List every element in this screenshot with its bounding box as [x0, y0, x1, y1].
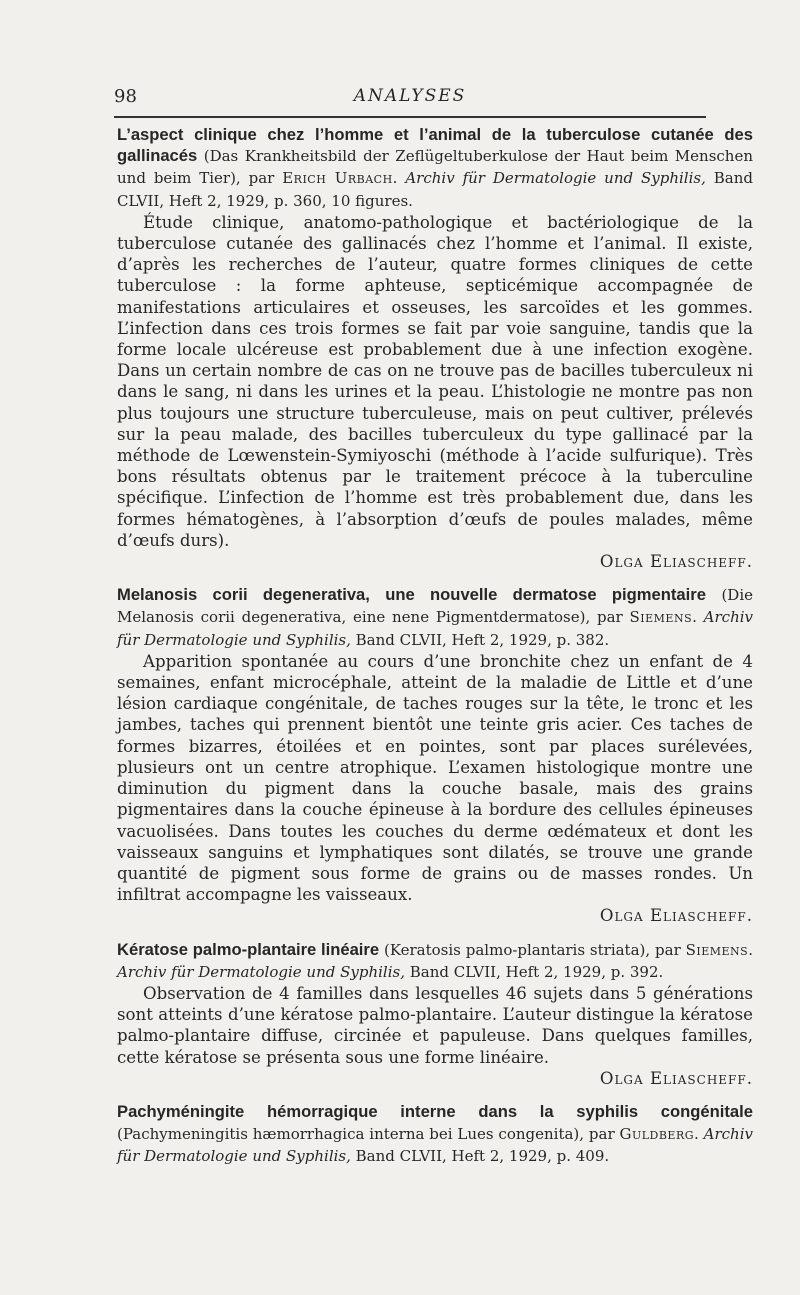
entry-journal: Archiv für Dermatologie und Syphilis, [117, 1125, 753, 1166]
entry-ref-text: (Pachymeningitis hæmorrhagica interna bei Lues congenita), par [117, 1125, 620, 1144]
page-header [114, 82, 706, 112]
entry-body: Apparition spontanée au cours d’une bronchite chez un enfant de 4 semaines, enfant microcéphale, atteint de la maladie de Little et d’une lésion cardiaque congénitale, de taches rouges sur la tête, le tronc et les jambes, taches qui prennent bientôt une teinte gris acier. Ces taches de formes bizarres, étoilées et en pointes, sont par places surélevées, plusieurs ont un centre atrophique. L’examen histologique montre une diminution du pigment dans la couche basale, mais des grains pigmentaires dans la couche épineuse à la bordure des cellules épineuses vacuolisées. Dans toutes les couches du derme œdémateux et dont les vaisseaux sanguins et lymphatiques sont dilatés, se trouve une grande quantité de pigment sous forme de grains ou de masses rondes. Un infiltrat accompagne les vaisseaux. [117, 651, 753, 905]
entry-journal: Archiv für Dermatologie und Syphilis, [405, 169, 706, 188]
entry-ref-text: (Keratosis palmo-plantaris striata), par [379, 940, 686, 959]
entry-journal: Archiv für Dermatologie und Syphilis, [117, 608, 754, 649]
entry-ref-sep: . [392, 169, 406, 188]
entry-signature: Olga Eliascheff. [599, 1068, 753, 1088]
article-content [117, 124, 753, 1180]
entry-title: Pachyméningite hémorragique interne dans la syphilis congénitale [117, 1101, 753, 1121]
entry-author: Erich Urbach [282, 169, 393, 188]
entry-title: Melanosis corii degenerativa, une nouvelle dermatose pigmentaire [117, 585, 706, 605]
entry-reference [117, 939, 753, 983]
entry-body: Observation de 4 familles dans lesquelles 46 sujets dans 5 générations sont atteints d’une kératose palmo-plantaire. L’auteur distingue la kératose palmo-plantaire diffuse, circinée et papuleuse. Dans quelques familles, cette kératose se présenta sous une forme linéaire. [117, 983, 753, 1067]
page-number: 98 [114, 86, 137, 107]
entry-body: Étude clinique, anatomo-pathologique et bactériologique de la tuberculose cutanée des gallinacés chez l’homme et l’animal. Il existe, d’après les recherches de l’auteur, quatre formes cliniques de cette tuberculose : la forme aphteuse, septicémique accompagnée de manifestations articulaires et osseuses, les sarcoïdes et les gommes. L’infection dans ces trois formes se fait par voie sanguine, tandis que la forme locale ulcéreuse est probablement due à une infection exogène. Dans un certain nombre de cas on ne trouve pas de bacilles tuberculeux ni dans le sang, ni dans les urines et la peau. L’histologie ne montre pas non plus toujours une structure tuberculeuse, mais on peut cultiver, prélevés sur la peau malade, des bacilles tuberculeux du type gallinacé par la méthode de Lœwenstein-Symiyoschi (méthode à l’acide sulfurique). Très bons résultats obtenus par le traitement précoce à la tuberculine spécifique. L’infection de l’homme est très probablement due, dans les formes hématogènes, à l’absorption d’œufs de poules malades, même d’œufs durs). [117, 212, 753, 550]
abstract-entry [117, 124, 753, 572]
entry-ref-details: Band CLVII, Heft 2, 1929, p. 360, 10 figures. [117, 169, 753, 210]
entry-ref-details: Band CLVII, Heft 2, 1929, p. 382. [350, 630, 610, 649]
entry-signature: Olga Eliascheff. [599, 906, 753, 926]
entry-title: L’aspect clinique chez l’homme et l’animal de la tuberculose cutanée des gallinacés [117, 125, 753, 166]
entry-reference [117, 1101, 753, 1168]
abstract-entry [117, 1101, 753, 1168]
abstract-entry [117, 584, 753, 926]
entry-ref-sep: . [694, 1125, 704, 1144]
entry-journal: Archiv für Dermatologie und Syphilis, [117, 962, 405, 981]
entry-author: Siemens [685, 940, 749, 959]
entry-signature: Olga Eliascheff. [599, 552, 753, 572]
entry-reference [117, 584, 753, 651]
entry-ref-details: Band CLVII, Heft 2, 1929, p. 409. [350, 1147, 610, 1166]
running-head: ANALYSES [353, 86, 467, 106]
entry-title: Kératose palmo-plantaire linéaire [117, 939, 380, 959]
header-rule [114, 116, 706, 118]
entry-ref-details: Band CLVII, Heft 2, 1929, p. 392. [405, 962, 664, 981]
entry-author: Guldberg [619, 1125, 695, 1144]
entry-reference [117, 124, 753, 212]
entry-author: Siemens [629, 608, 693, 627]
entry-ref-sep: . [748, 940, 753, 959]
entry-ref-sep: . [692, 608, 704, 627]
entry-ref-text: (Das Krankheitsbild der Zeflügeltuberkulose der Haut beim Menschen und beim Tier), par [117, 147, 753, 188]
abstract-entry [117, 939, 753, 1089]
entry-ref-text: (Die Melanosis corii degenerativa, eine nene Pigmentdermatose), par [117, 586, 753, 627]
